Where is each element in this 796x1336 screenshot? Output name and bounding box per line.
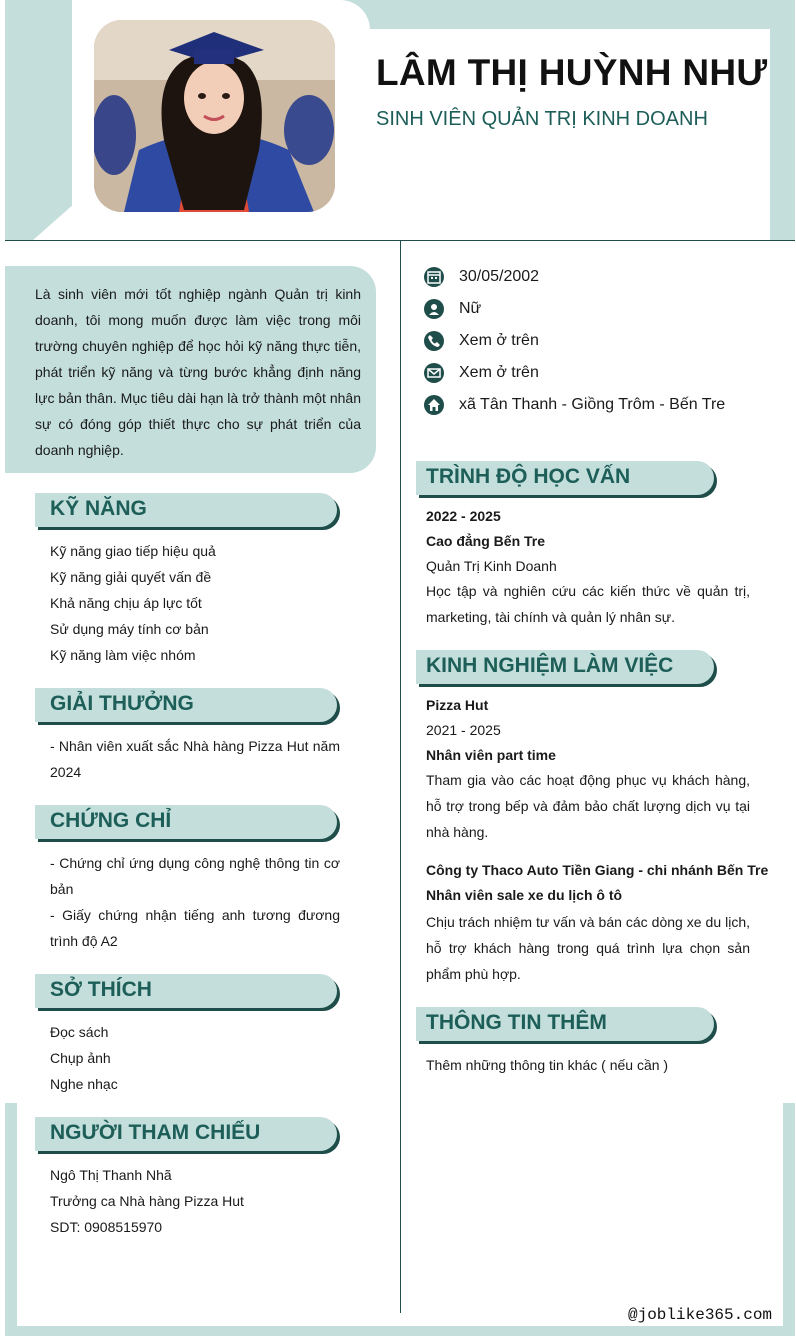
gender-text: Nữ xyxy=(459,300,482,317)
email-text: Xem ở trên xyxy=(459,364,539,381)
job-description: Chịu trách nhiệm tư vấn và bán các dòng xe du lịch, hỗ trợ khách hàng trong quá trình lựa chọn sản phẩm phù hợp. xyxy=(426,914,750,982)
list-item: Sử dụng máy tính cơ bản xyxy=(50,621,209,637)
contact-phone xyxy=(424,330,784,352)
education-school: Cao đẳng Bến Tre xyxy=(426,533,546,549)
list-item: Kỹ năng làm việc nhóm xyxy=(50,647,196,663)
contact-gender xyxy=(424,298,784,320)
experience-entry xyxy=(426,858,769,908)
career-summary: Là sinh viên mới tốt nghiệp ngành Quản trị kinh doanh, tôi mong muốn được làm việc trong môi trường chuyên nghiệp để học hỏi kỹ năng thực tiễn, phát triển kỹ năng và từng bước khẳng định năng lực bản thân. Mục tiêu dài hạn là trở thành một nhân sự có đóng góp thiết thực cho sự phát triển của doanh nghiệp. xyxy=(35,286,361,458)
education-heading: TRÌNH ĐỘ HỌC VẤN xyxy=(416,461,714,495)
job-company: Pizza Hut xyxy=(426,697,489,713)
job-description: Tham gia vào các hoạt động phục vụ khách hàng, hỗ trợ trong bếp và đảm bảo chất lượng dịch vụ tại nhà hàng. xyxy=(426,772,750,840)
calendar-icon xyxy=(424,267,444,287)
contact-email xyxy=(424,362,784,384)
list-item: Kỹ năng giao tiếp hiệu quả xyxy=(50,543,216,559)
column-divider xyxy=(400,241,401,1313)
phone-icon xyxy=(424,331,444,351)
contact-address xyxy=(424,394,784,416)
list-item: - Nhân viên xuất sắc Nhà hàng Pizza Hut năm 2024 xyxy=(50,738,340,780)
certificates-heading: CHỨNG CHỈ xyxy=(35,805,337,839)
list-item: Đọc sách xyxy=(50,1024,109,1040)
hobbies-list xyxy=(50,1019,340,1097)
references-list xyxy=(50,1162,340,1240)
watermark: @joblike365.com xyxy=(628,1306,773,1324)
awards-heading: GIẢI THƯỞNG xyxy=(35,688,337,722)
hobbies-heading: SỞ THÍCH xyxy=(35,974,337,1008)
education-major: Quản Trị Kinh Doanh xyxy=(426,558,557,574)
skills-list xyxy=(50,538,340,668)
list-item: Nghe nhạc xyxy=(50,1076,118,1092)
list-item: - Giấy chứng nhận tiếng anh tương đương trình độ A2 xyxy=(50,907,340,949)
home-icon xyxy=(424,395,444,415)
list-item: SDT: 0908515970 xyxy=(50,1219,163,1235)
profile-photo xyxy=(94,20,335,212)
frame-right xyxy=(783,1103,795,1336)
awards-list xyxy=(50,733,340,785)
list-item: Ngô Thị Thanh Nhã xyxy=(50,1167,172,1183)
education-period: 2022 - 2025 xyxy=(426,508,501,524)
job-company: Công ty Thaco Auto Tiền Giang - chi nhánh Bến Tre xyxy=(426,862,769,878)
job-position: Nhân viên part time xyxy=(426,747,556,763)
skills-heading: KỸ NĂNG xyxy=(35,493,337,527)
birthday-text: 30/05/2002 xyxy=(459,268,540,285)
experience-heading: KINH NGHIỆM LÀM VIỆC xyxy=(416,650,714,684)
user-icon xyxy=(424,299,444,319)
list-item: Kỹ năng giải quyết vấn đề xyxy=(50,569,212,585)
frame-bottom xyxy=(5,1326,795,1336)
candidate-name: LÂM THỊ HUỲNH NHƯ xyxy=(376,52,768,93)
list-item: Trưởng ca Nhà hàng Pizza Hut xyxy=(50,1193,244,1209)
frame-left xyxy=(5,1103,17,1336)
list-item: Khả năng chịu áp lực tốt xyxy=(50,595,202,611)
phone-text: Xem ở trên xyxy=(459,332,539,349)
additional-info: Thêm những thông tin khác ( nếu cần ) xyxy=(426,1057,669,1073)
candidate-title: SINH VIÊN QUẢN TRỊ KINH DOANH xyxy=(376,108,708,130)
address-text: xã Tân Thanh - Giồng Trôm - Bến Tre xyxy=(459,396,726,413)
certificates-list xyxy=(50,850,340,954)
list-item: Chụp ảnh xyxy=(50,1050,111,1066)
contact-birthday xyxy=(424,266,784,288)
job-period: 2021 - 2025 xyxy=(426,722,501,738)
experience-entry xyxy=(426,693,750,768)
list-item: - Chứng chỉ ứng dụng công nghệ thông tin cơ bản xyxy=(50,855,340,897)
education-entry xyxy=(426,504,750,579)
references-heading: NGƯỜI THAM CHIẾU xyxy=(35,1117,337,1151)
email-icon xyxy=(424,363,444,383)
additional-heading: THÔNG TIN THÊM xyxy=(416,1007,714,1041)
job-position: Nhân viên sale xe du lịch ô tô xyxy=(426,887,623,903)
education-description: Học tập và nghiên cứu các kiến thức về quản trị, marketing, tài chính và quản lý nhân sự. xyxy=(426,583,750,625)
